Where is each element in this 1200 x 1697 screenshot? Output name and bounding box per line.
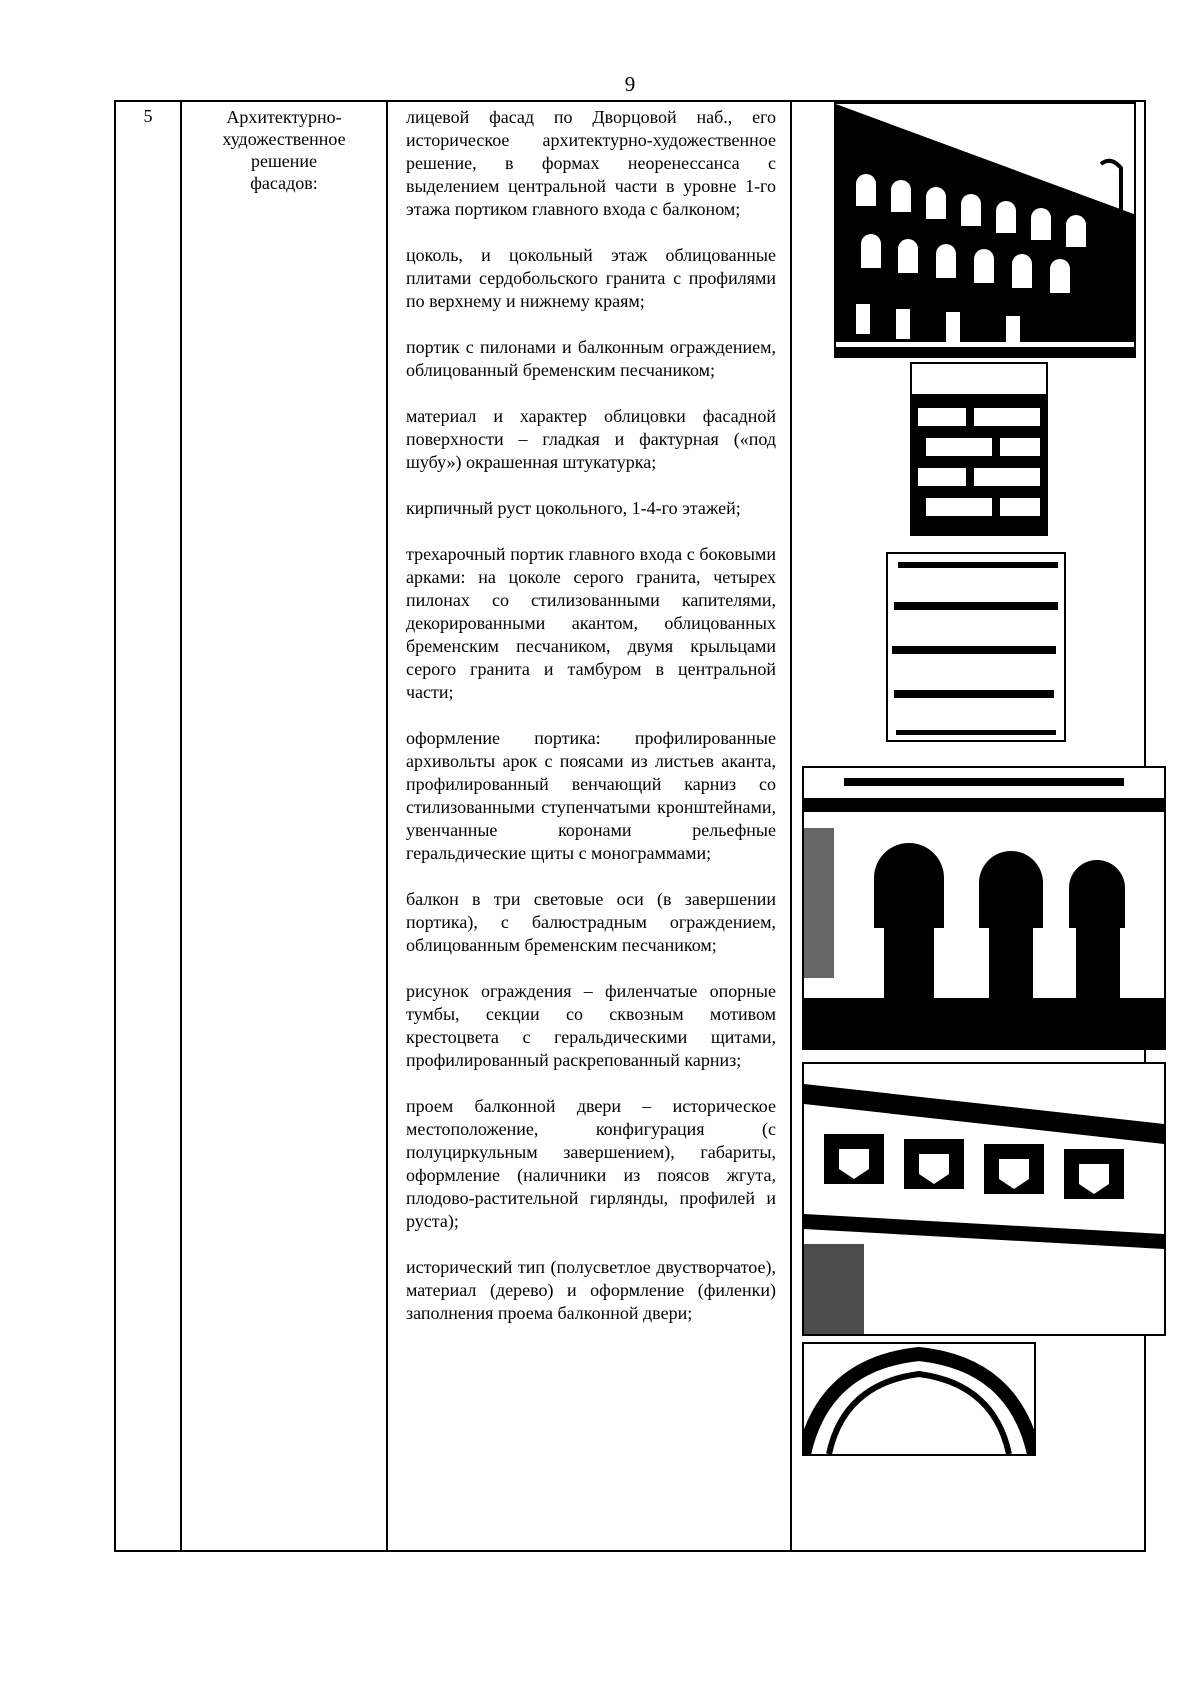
row-name-line: решение (250, 151, 318, 171)
description-paragraph: исторический тип (полусветлое двустворчатое), материал (дерево) и оформление (филенки) заполнения проема балконной двери; (406, 1257, 776, 1323)
row-number: 5 (115, 101, 181, 1551)
description-paragraph: портик с пилонами и балконным ограждением, облицованный бременским песчаником; (406, 337, 776, 380)
table-row (115, 101, 1145, 1551)
balcony-railing-photo (802, 1062, 1166, 1336)
brick-rustication-photo (886, 552, 1066, 742)
description-paragraph: трехарочный портик главного входа с боковыми арками: на цоколе серого гранита, четырех пилонах со стилизованными капителями, декорированными акантом, облицованных бременским песчаником, двумя крыльцами серого гранита и тамбуром в центральной части; (406, 544, 776, 702)
granite-slabs-photo (910, 362, 1048, 536)
row-description (387, 101, 791, 1551)
description-paragraph: оформление портика: профилированные архивольты арок с поясами из листьев аканта, профилированный венчающий карниз со стилизованными ступенчатыми кронштейнами, увенчанные коронами рельефные геральдические щиты с монограммами; (406, 728, 776, 863)
description-paragraph: цоколь, и цокольный этаж облицованные плитами сердобольского гранита с профилями по верхнему и нижнему краям; (406, 245, 776, 311)
description-paragraph: проем балконной двери – историческое местоположение, конфигурация (с полуциркульным завершением), габариты, оформление (наличники из поясов жгута, плодово-растительной гирлянды, профилей и руста); (406, 1096, 776, 1231)
description-paragraph: кирпичный руст цокольного, 1-4-го этажей; (406, 498, 741, 518)
description-paragraph: материал и характер облицовки фасадной поверхности – гладкая и фактурная («под шубу») окрашенная штукатурка; (406, 406, 776, 472)
description-paragraph: рисунок ограждения – филенчатые опорные тумбы, секции со сквозным мотивом крестоцвета с геральдическими щитами, профилированный раскрепованный карниз; (406, 981, 776, 1070)
page-number: 9 (624, 72, 636, 96)
monument-table (114, 100, 1146, 1552)
row-name-line: художественное (222, 129, 346, 149)
row-name-line: Архитектурно- (226, 107, 342, 127)
portico-photo (802, 766, 1166, 1050)
balcony-door-photo (802, 1342, 1036, 1456)
description-paragraph: балкон в три световые оси (в завершении портика), с балюстрадным ограждением, облицованным бременским песчаником; (406, 889, 776, 955)
description-paragraph: лицевой фасад по Дворцовой наб., его историческое архитектурно-художественное решение, в формах неоренессанса с выделением центральной части в уровне 1-го этажа портиком главного входа с балконом; (406, 107, 776, 219)
row-photos (791, 101, 1145, 1551)
facade-photo (834, 102, 1136, 358)
row-name (181, 101, 387, 1551)
row-name-line: фасадов: (250, 173, 318, 193)
